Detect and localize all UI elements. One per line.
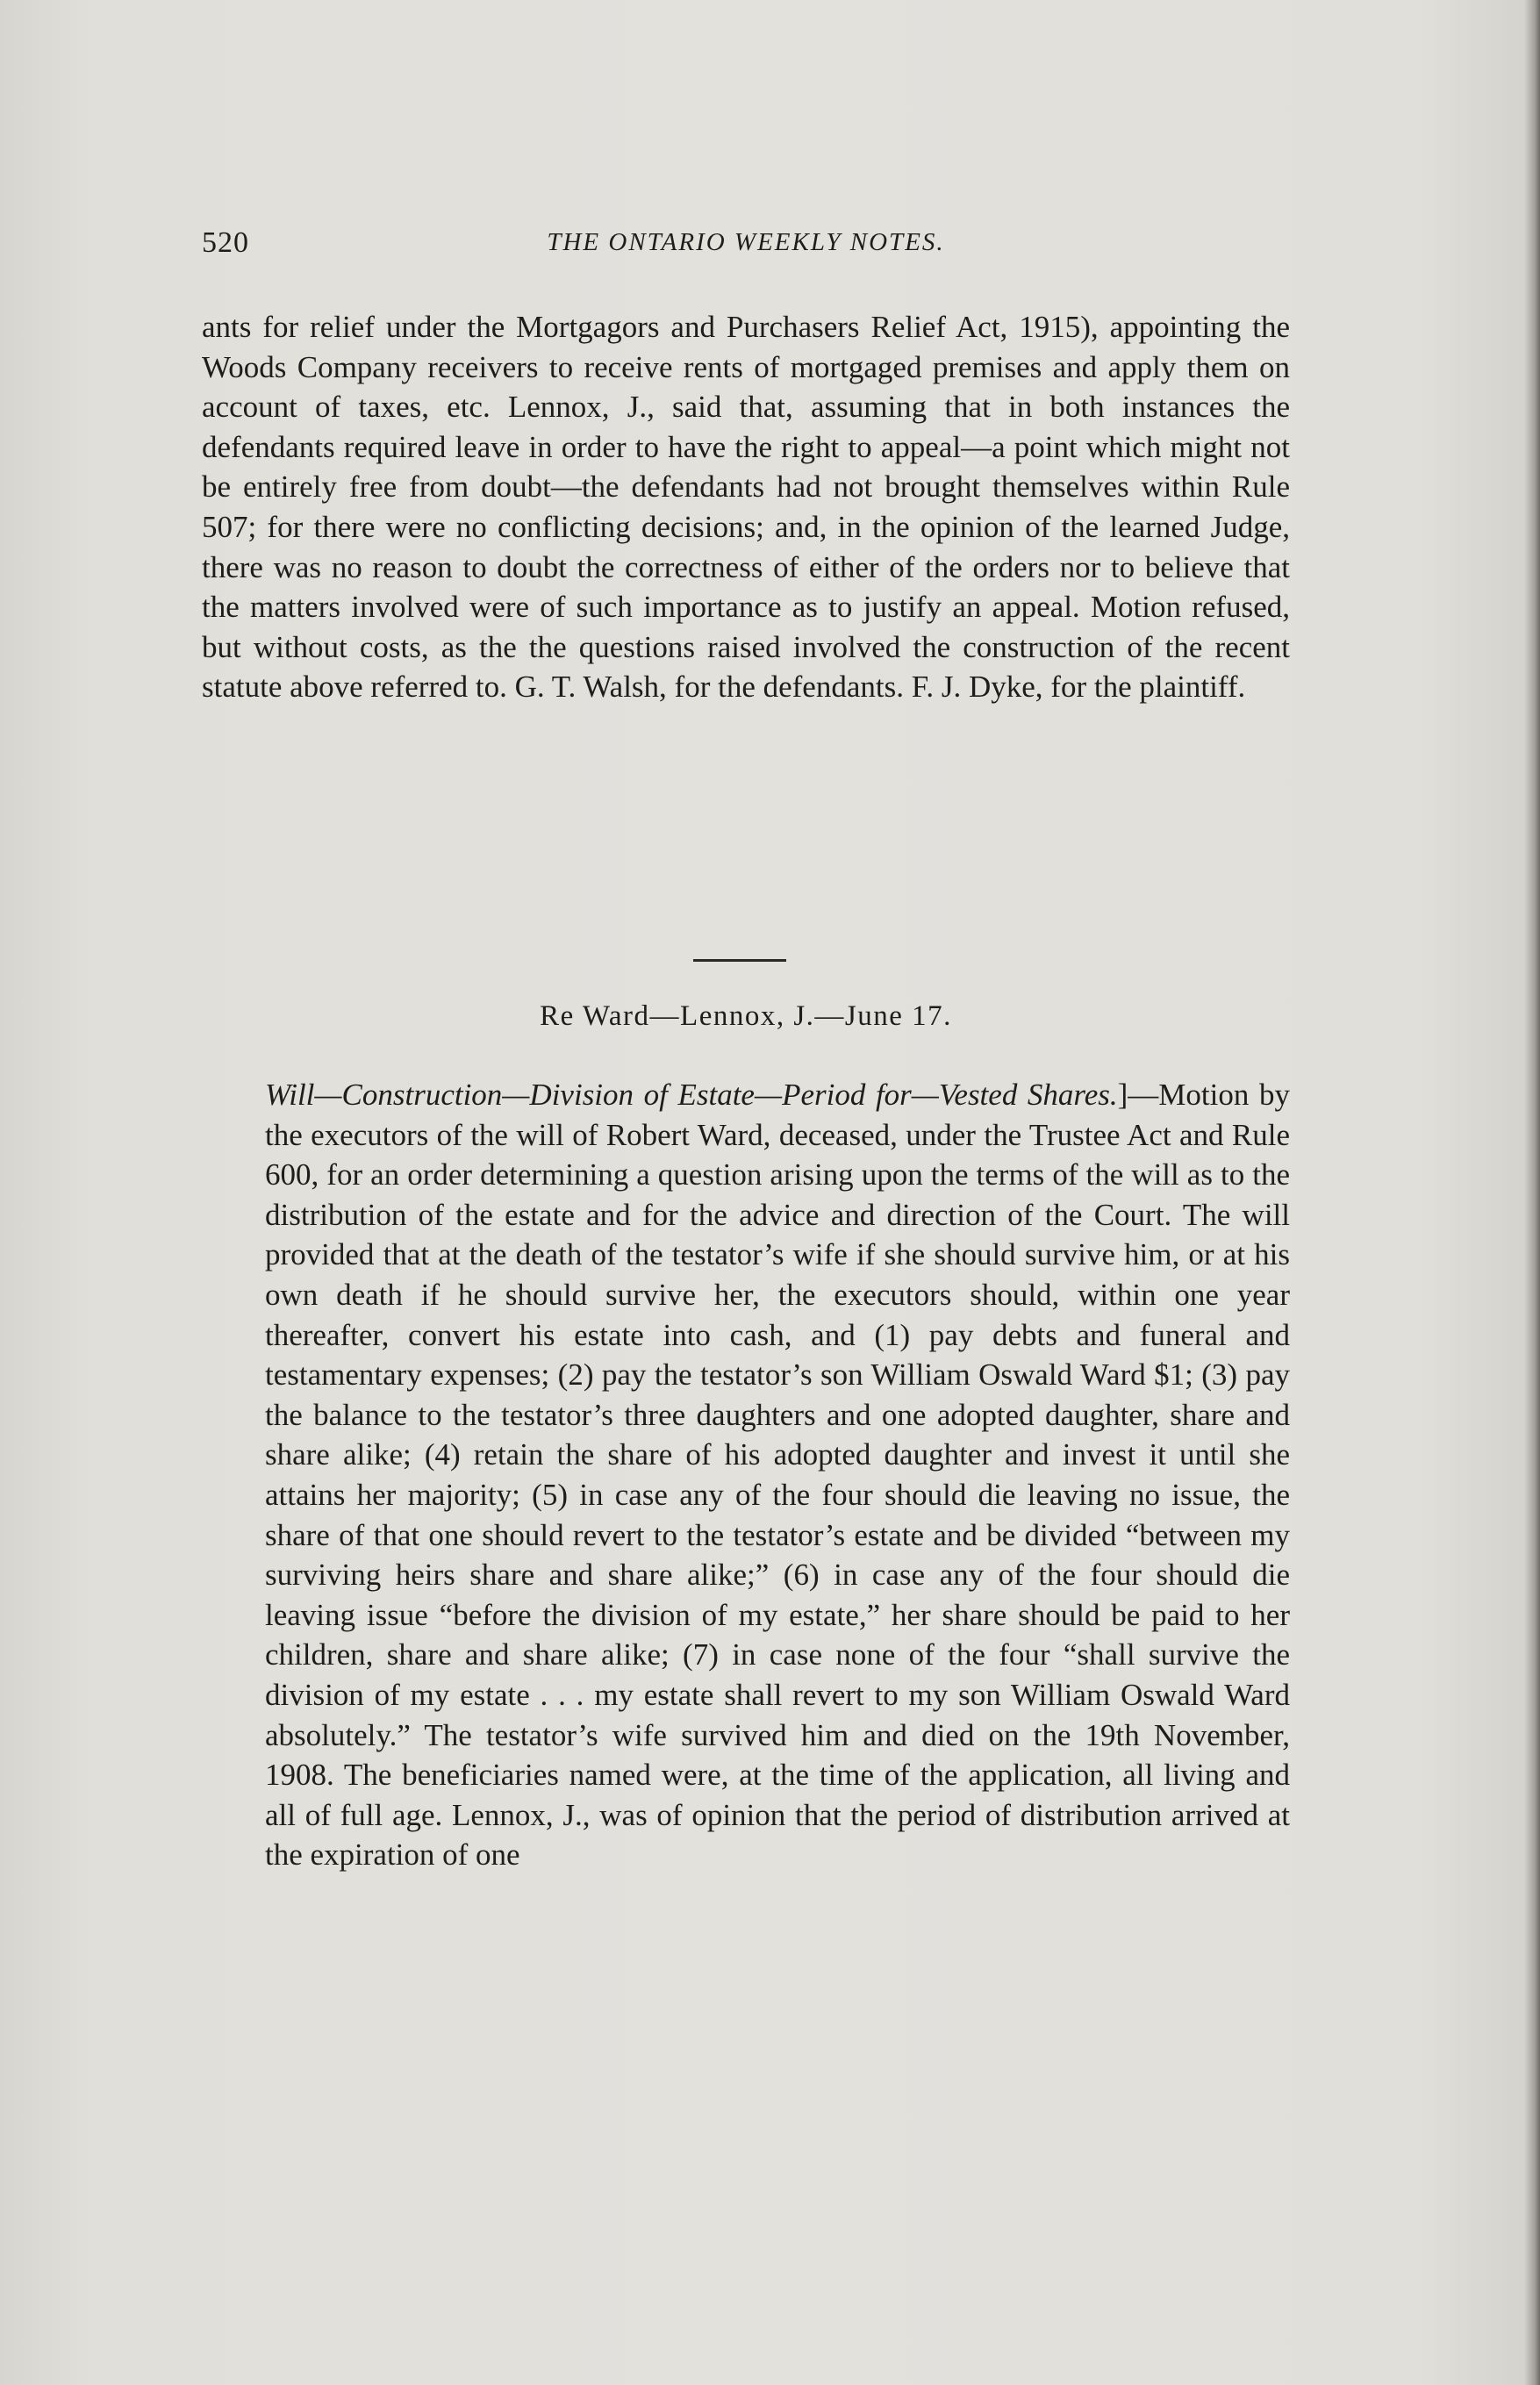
spine-shadow [1524,0,1540,2385]
page-header [202,226,1290,279]
paragraph-text: ants for relief under the Mortgagors and Purchasers Relief Act, 1915), appointing the Woods Company receivers to receive rents of mortgaged premises and apply them on account of taxes, etc. Lennox, J., said that, assuming that in both instances the defendants required leave in order to have the right to appeal—a point which might not be entirely free from doubt—the defendants had not brought themselves within Rule 507; for there were no conflicting decisions; and, in the opinion of the learned Judge, there was no reason to doubt the correctness of either of the orders nor to believe that the matters involved were of such importance as to justify an appeal. Motion refused, but without costs, as the the questions raised involved the construction of the recent statute above referred to. G. T. Walsh, for the defendants. F. J. Dyke, for the plaintiff. [202,310,1290,705]
running-title: THE ONTARIO WEEKLY NOTES. [547,228,945,256]
paragraph-text: ]—Motion by the executors of the will of Robert Ward, deceased, under the Trustee Act and Rule 600, for an order determining a question arising upon the terms of the will as to the distribution of the estate and for the advice and direction of the Court. The will provided that at the death of the testator’s wife if she should survive him, or at his own death if he should survive her, the executors should, within one year thereafter, convert his estate into cash, and (1) pay debts and funeral and testamentary expenses; (2) pay the testator’s son William Oswald Ward $1; (3) pay the balance to the testator’s three daughters and one adopted daughter, share and share alike; (4) retain the share of his adopted daughter and invest it until she attains her majority; (5) in case any of the four should die leaving no issue, the share of that one should revert to the testator’s estate and be divided “between my surviving heirs share and share alike;” (6) in case any of the four should die leaving issue “before the division of my estate,” her share should be paid to her children, share and share alike; (7) in case none of the four “shall survive the division of my estate . . . my estate shall revert to my son William Oswald Ward absolutely.” The testator’s wife survived him and died on the 19th November, 1908. The beneficiaries named were, at the time of the application, all living and all of full age. Lennox, J., was of opinion that the period of distribution arrived at the expiration of one [265,1078,1290,1873]
continued-report-paragraph [202,307,1290,707]
headnote-catchwords: Will—Construction—Division of Estate—Period for—Vested Shares. [265,1078,1118,1112]
page-number: 520 [202,226,249,259]
section-divider [693,959,786,962]
paragraph [202,1075,1290,1875]
case-heading: Re Ward—Lennox, J.—June 17. [540,1000,952,1032]
case-report-paragraph [202,1075,1290,1875]
